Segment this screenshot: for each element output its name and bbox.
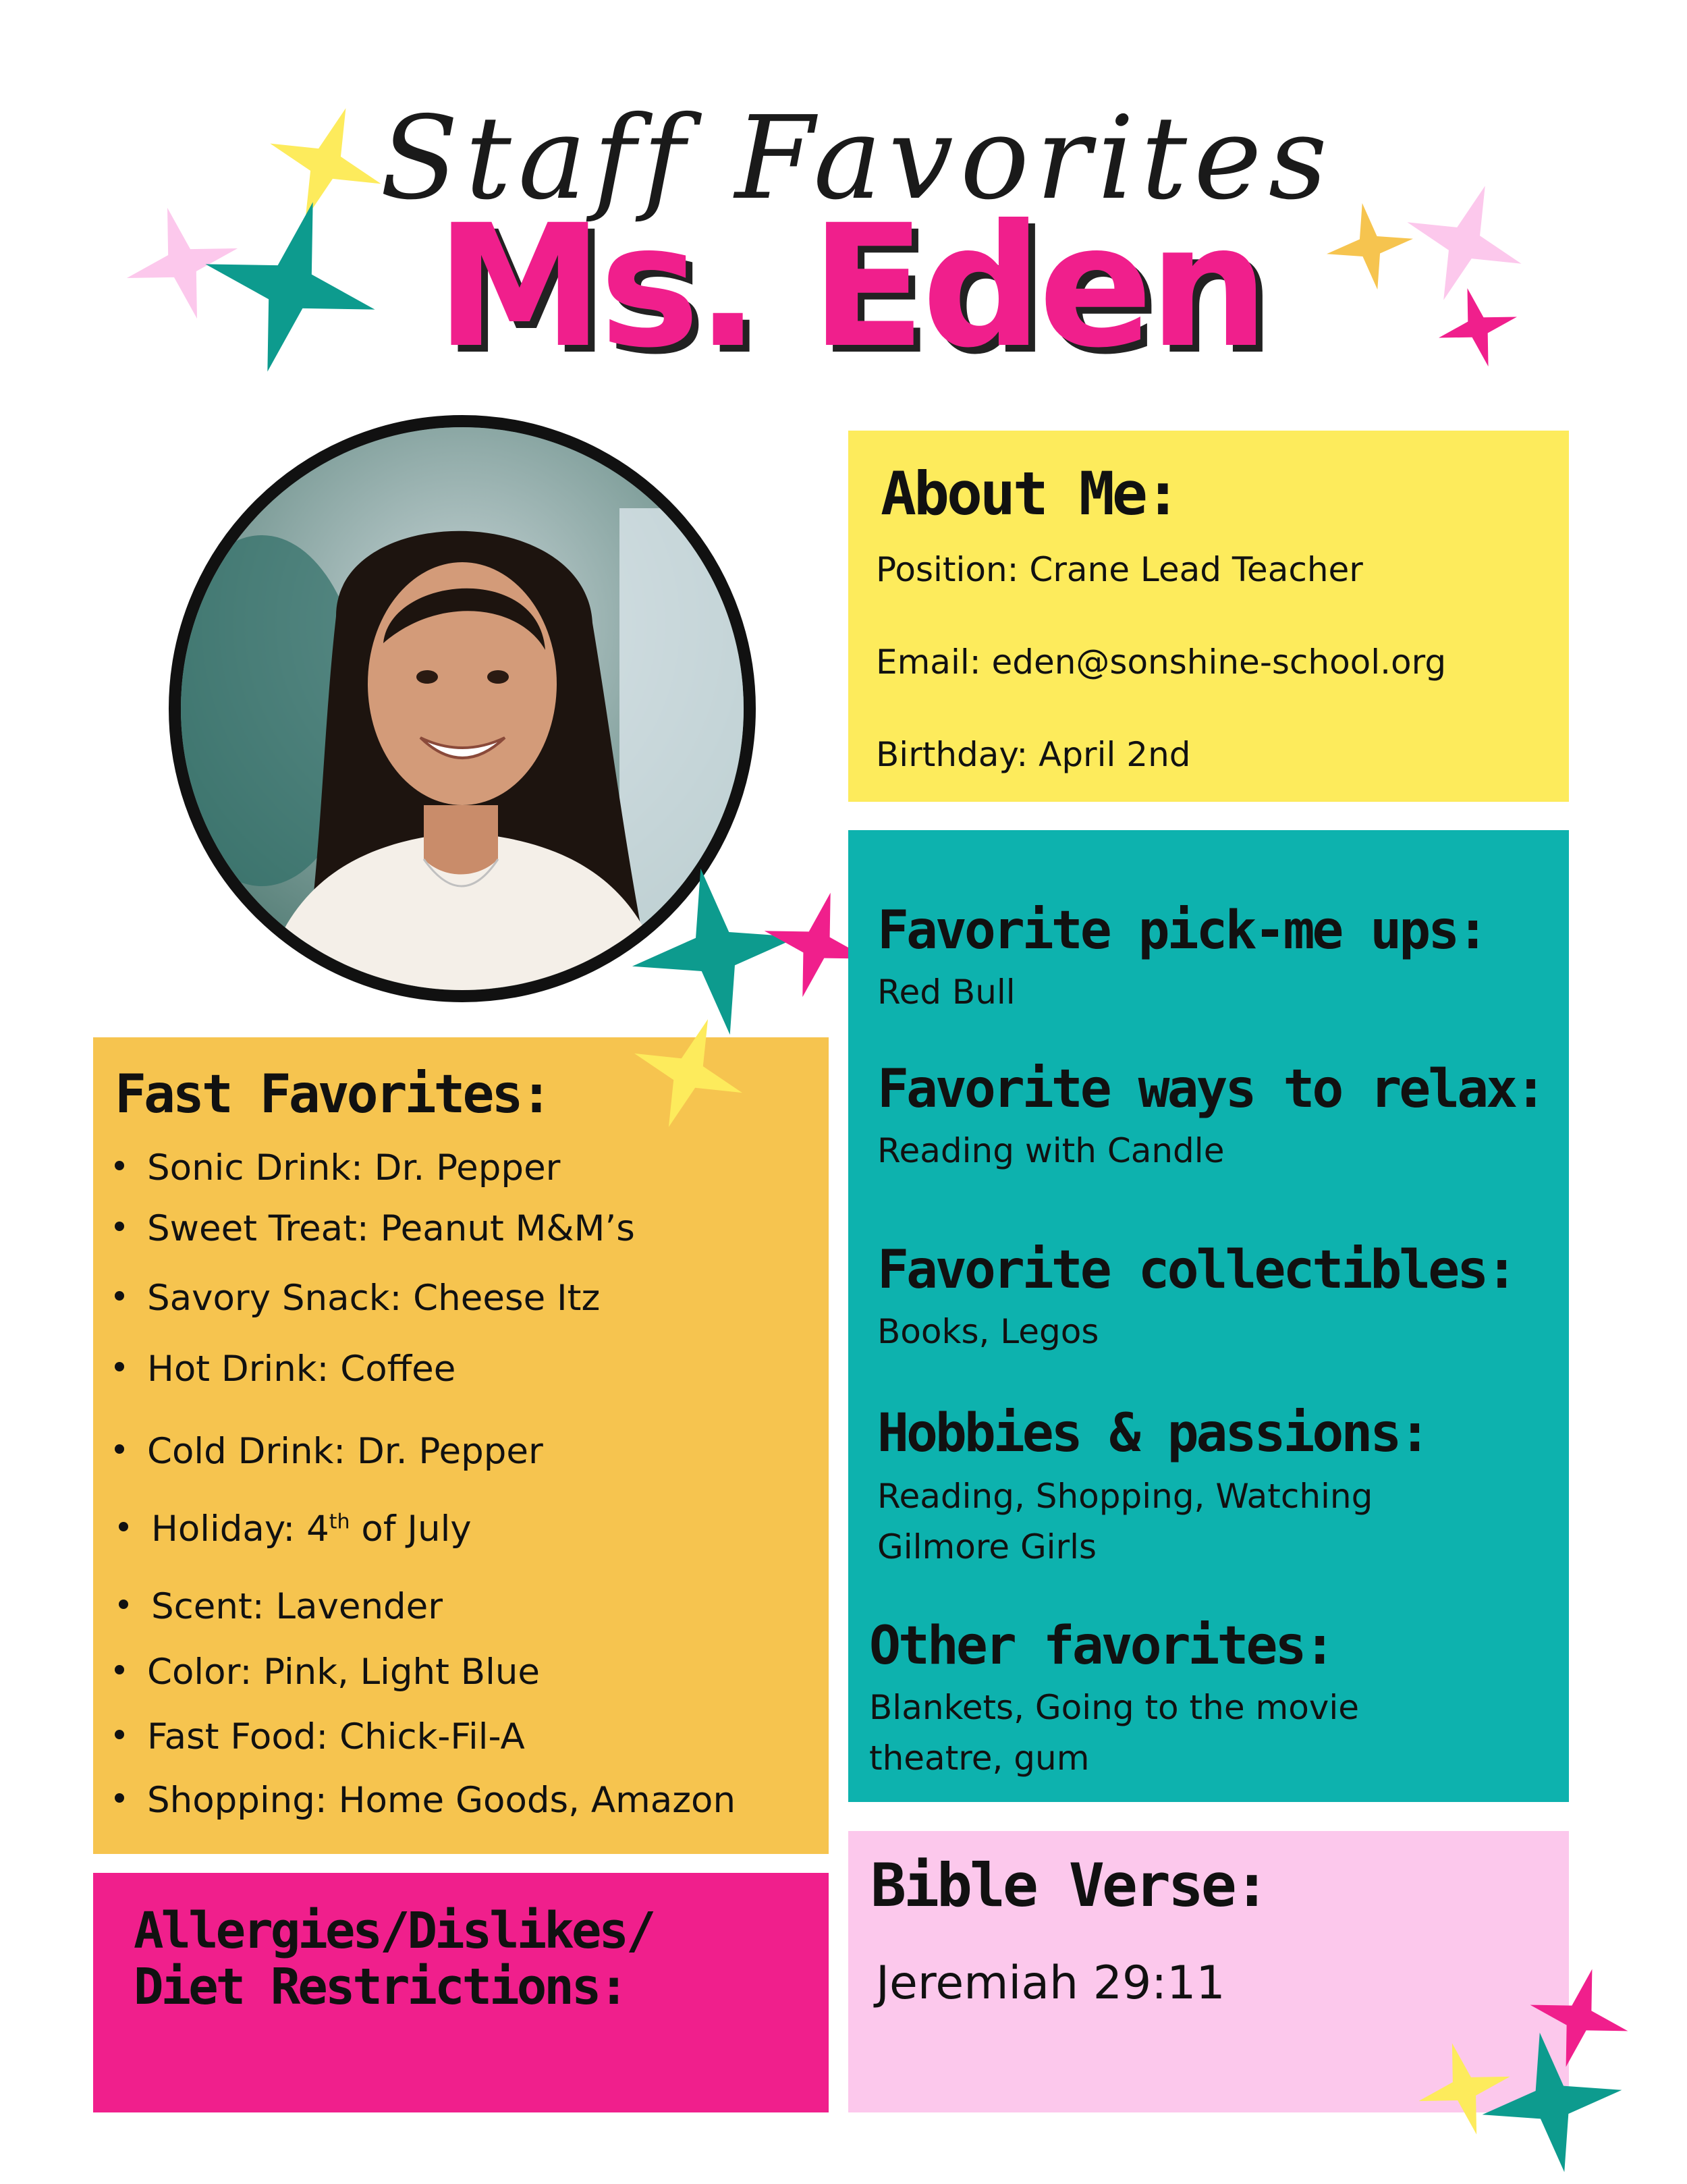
list-item: Savory Snack: Cheese Itz bbox=[115, 1278, 600, 1319]
list-item: Sweet Treat: Peanut M&M’s bbox=[115, 1208, 635, 1249]
list-item: Hot Drink: Coffee bbox=[115, 1348, 455, 1390]
staff-favorites-title: Staff Favorites bbox=[380, 92, 1334, 225]
other-favorites-line1: Blankets, Going to the movie bbox=[869, 1688, 1360, 1727]
list-item: Cold Drink: Dr. Pepper bbox=[115, 1431, 543, 1472]
list-item: Scent: Lavender bbox=[119, 1586, 443, 1627]
teacher-name: Ms. Eden bbox=[435, 188, 1265, 385]
about-me-heading: About Me: bbox=[881, 459, 1178, 528]
star-icon bbox=[1437, 287, 1518, 368]
bible-verse-text: Jeremiah 29:11 bbox=[876, 1957, 1225, 2010]
other-favorites-heading: Other favorites: bbox=[869, 1616, 1333, 1676]
bullet-icon bbox=[115, 1730, 124, 1739]
bullet-icon bbox=[115, 1793, 124, 1803]
collectibles-text: Books, Legos bbox=[877, 1312, 1099, 1351]
star-icon bbox=[1404, 182, 1525, 304]
bullet-icon bbox=[115, 1222, 124, 1231]
bullet-icon bbox=[115, 1444, 124, 1454]
bullet-icon bbox=[115, 1291, 124, 1301]
collectibles-heading: Favorite collectibles: bbox=[877, 1240, 1516, 1301]
star-icon bbox=[1481, 2031, 1623, 2173]
bible-verse-heading: Bible Verse: bbox=[870, 1851, 1267, 1920]
allergies-heading bbox=[134, 1903, 653, 2015]
bullet-icon bbox=[119, 1522, 128, 1531]
list-item: Fast Food: Chick-Fil-A bbox=[115, 1716, 525, 1757]
bullet-icon bbox=[115, 1161, 124, 1170]
allergies-heading-line2: Diet Restrictions: bbox=[134, 1957, 626, 2016]
relax-heading: Favorite ways to relax: bbox=[877, 1059, 1545, 1120]
star-icon bbox=[202, 199, 378, 375]
other-favorites-line2: theatre, gum bbox=[869, 1739, 1090, 1778]
birthday-text: Birthday: April 2nd bbox=[876, 735, 1191, 774]
hobbies-text-line2: Gilmore Girls bbox=[877, 1527, 1097, 1566]
list-item: Shopping: Home Goods, Amazon bbox=[115, 1780, 736, 1821]
list-item: Holiday: 4th of July bbox=[119, 1508, 472, 1550]
bullet-icon bbox=[119, 1600, 128, 1609]
fast-favorites-heading: Fast Favorites: bbox=[115, 1064, 550, 1125]
relax-text: Reading with Candle bbox=[877, 1131, 1225, 1170]
position-text: Position: Crane Lead Teacher bbox=[876, 550, 1363, 589]
star-icon bbox=[1326, 202, 1414, 290]
star-icon bbox=[631, 1016, 746, 1130]
pick-me-ups-text: Red Bull bbox=[877, 973, 1016, 1012]
bullet-icon bbox=[115, 1665, 124, 1674]
hobbies-heading: Hobbies & passions: bbox=[877, 1403, 1429, 1464]
bullet-icon bbox=[115, 1362, 124, 1371]
list-item: Sonic Drink: Dr. Pepper bbox=[115, 1147, 560, 1189]
email-text: Email: eden@sonshine-school.org bbox=[876, 643, 1447, 682]
allergies-heading-line1: Allergies/Dislikes/ bbox=[134, 1902, 654, 1960]
hobbies-text-line1: Reading, Shopping, Watching bbox=[877, 1477, 1373, 1516]
pick-me-ups-heading: Favorite pick-me ups: bbox=[877, 900, 1487, 961]
list-item: Color: Pink, Light Blue bbox=[115, 1651, 540, 1693]
